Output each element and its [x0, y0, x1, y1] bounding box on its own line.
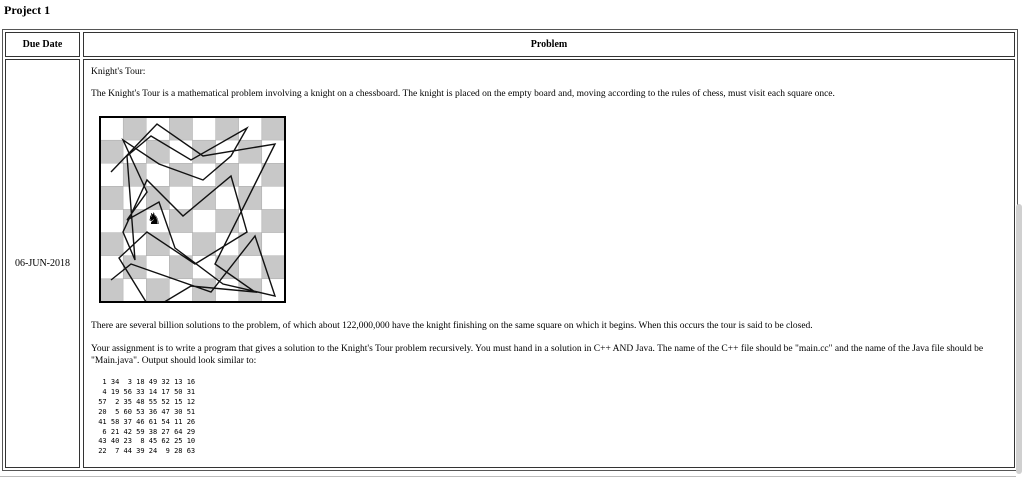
board-square	[239, 186, 262, 209]
problem-cell	[83, 59, 1015, 468]
due-date-value: 06-JUN-2018	[5, 59, 80, 468]
board-square	[169, 279, 192, 302]
vertical-scrollbar[interactable]	[1016, 204, 1022, 474]
board-square	[262, 210, 285, 233]
board-square	[100, 233, 123, 256]
board-square	[100, 210, 123, 233]
board-square	[262, 163, 285, 186]
board-square	[216, 117, 239, 140]
board-square	[239, 163, 262, 186]
board-square	[146, 140, 169, 163]
sample-output-grid: 1 34 3 18 49 32 13 16 4 19 56 33 14 17 50 31 57 2 35 48 55 52 15 12 20 5 60 53 36 47 30 51 41 58 37 46 61 54 11 26 6 21 42 59 38 27 64 29 43 40 23 8 45 62 25 10 22 7 44 39 24 9 28 63	[98, 378, 196, 456]
board-square	[239, 256, 262, 279]
board-square	[262, 233, 285, 256]
board-square	[123, 117, 146, 140]
board-square	[146, 279, 169, 302]
knights-tour-board	[99, 116, 286, 303]
board-square	[216, 210, 239, 233]
board-square	[100, 140, 123, 163]
board-square	[100, 186, 123, 209]
solutions-paragraph: There are several billion solutions to the problem, of which about 122,000,000 have the knight finishing on the same square on which it begins. When this occurs the tour is said to be closed.	[91, 321, 813, 331]
board-square	[123, 210, 146, 233]
due-date-header: Due Date	[5, 32, 80, 57]
board-square	[193, 210, 216, 233]
assignment-paragraph: Your assignment is to write a program that gives a solution to the Knight's Tour problem recursively. You must hand in a solution in C++ AND Java. The name of the C++ file should be "main.cc" and the name of the Java file should be "Main.java". Output should look similar to:	[91, 344, 984, 366]
board-square	[100, 279, 123, 302]
board-square	[262, 186, 285, 209]
board-square	[169, 117, 192, 140]
board-square	[193, 233, 216, 256]
problem-title: Knight's Tour:	[91, 67, 146, 77]
board-square	[262, 117, 285, 140]
divider	[0, 476, 1016, 477]
assignment-table	[2, 29, 1018, 471]
page-title: Project 1	[4, 3, 51, 17]
board-square	[146, 256, 169, 279]
board-square	[100, 163, 123, 186]
knight-piece: ♞	[146, 209, 162, 228]
board-square	[169, 140, 192, 163]
problem-intro: The Knight's Tour is a mathematical problem involving a knight on a chessboard. The knight is placed on the empty board and, moving according to the rules of chess, must visit each square once.	[91, 89, 835, 99]
board-square	[100, 117, 123, 140]
board-square	[193, 117, 216, 140]
problem-header: Problem	[83, 32, 1015, 57]
board-square	[239, 140, 262, 163]
board-square	[193, 163, 216, 186]
